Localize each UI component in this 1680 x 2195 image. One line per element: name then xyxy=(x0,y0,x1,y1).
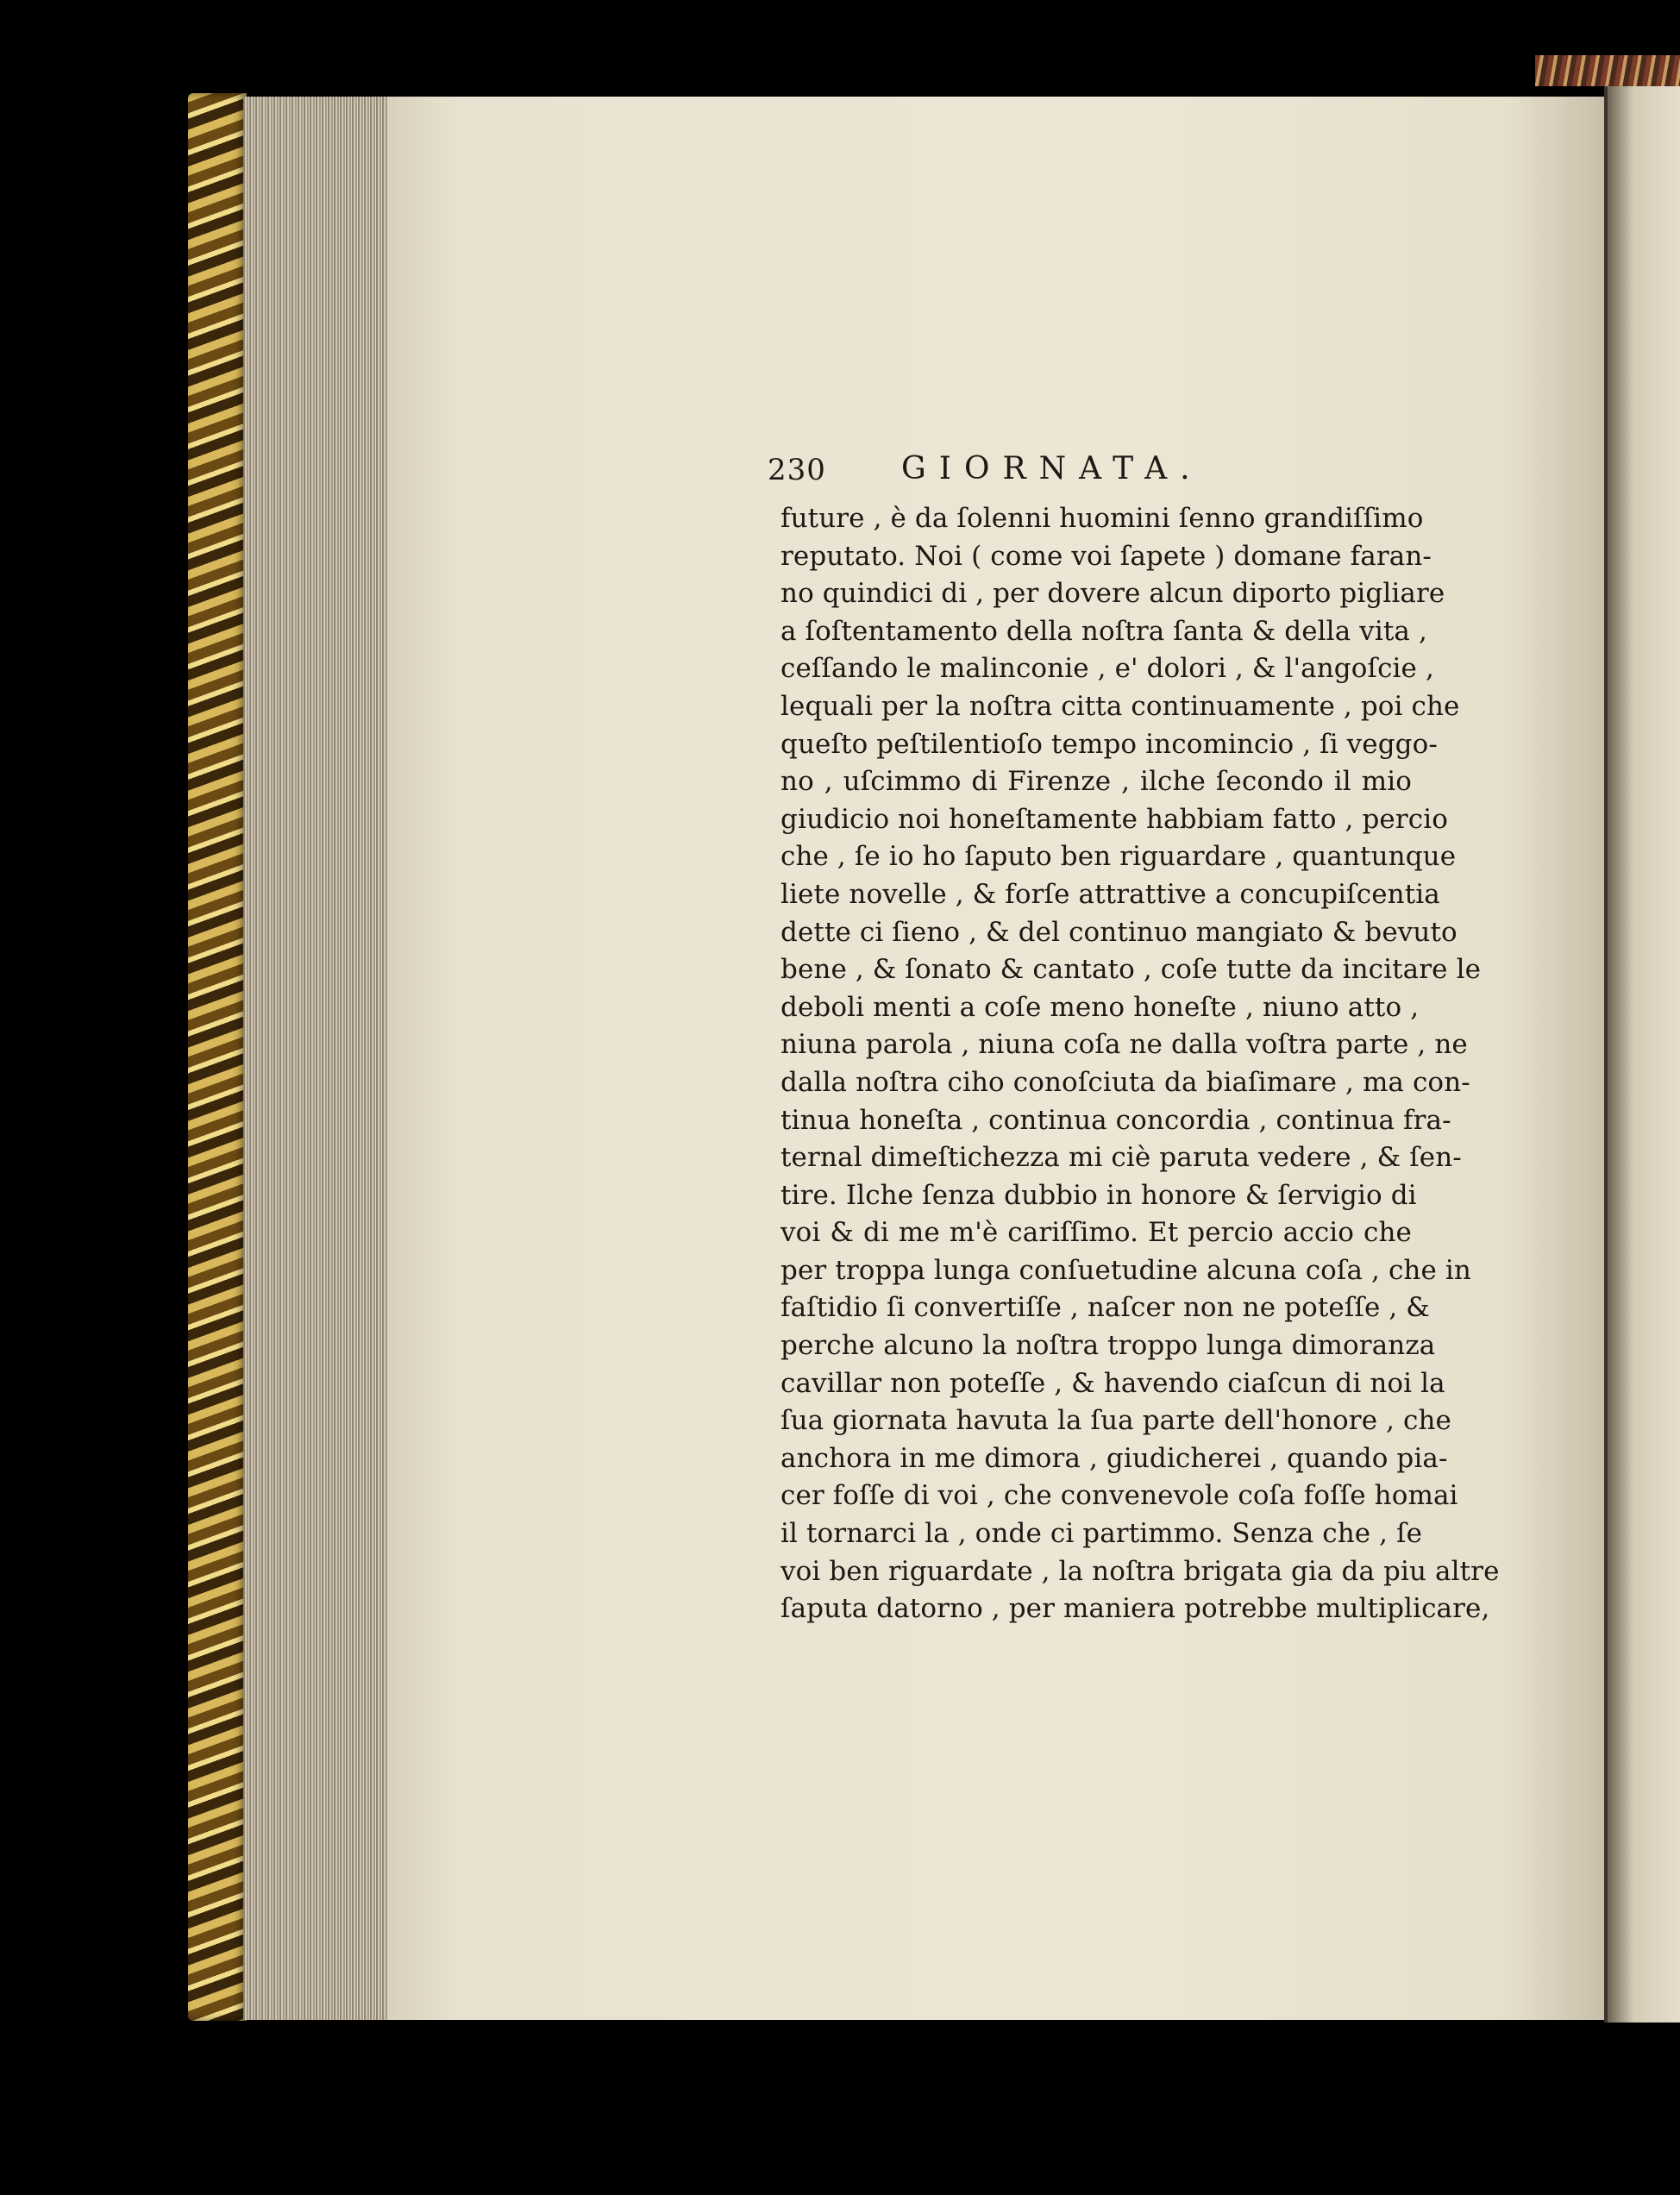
book-cover-edge xyxy=(1535,55,1680,86)
text-line: deboli menti a coſe meno honeſte , niuno atto , xyxy=(780,991,1420,1023)
text-line: ceſſando le malinconie , e' dolori , & l'angoſcie , xyxy=(780,653,1434,685)
page-number: 230 xyxy=(768,453,826,487)
text-line: liete novelle , & forſe attrattive a concupiſcentia xyxy=(780,878,1440,910)
text-line: ſua giornata havuta la ſua parte dell'honore , che xyxy=(780,1405,1452,1437)
facing-page xyxy=(1604,86,1680,2023)
text-line: che , ſe io ho ſaputo ben riguardare , quantunque xyxy=(780,841,1457,873)
text-line: tire. Ilche ſenza dubbio in honore & ſervigio di xyxy=(780,1179,1417,1211)
text-line: niuna parola , niuna coſa ne dalla voſtra parte , ne xyxy=(780,1029,1468,1061)
text-line: no quindici di , per dovere alcun diporto pigliare xyxy=(780,578,1445,610)
text-line: no , uſcimmo di Firenze , ilche ſecondo il mio xyxy=(780,766,1412,798)
text-line: future , è da ſolenni huomini ſenno grandiſſimo xyxy=(780,503,1424,534)
text-line: ſaputa datorno , per maniera potrebbe multiplicare, xyxy=(780,1593,1490,1625)
running-head: GIORNATA. xyxy=(901,451,1203,486)
text-line: faſtidio ſi convertiſſe , naſcer non ne poteſſe , & xyxy=(780,1292,1430,1324)
text-line: reputato. Noi ( come voi ſapete ) domane faran- xyxy=(780,540,1432,572)
body-text xyxy=(780,500,1500,1628)
text-line: bene , & ſonato & cantato , coſe tutte da incitare le xyxy=(780,954,1482,986)
text-line: anchora in me dimora , giudicherei , quando pia- xyxy=(780,1442,1448,1474)
text-line: per troppa lunga conſuetudine alcuna coſa , che in xyxy=(780,1254,1471,1286)
page-edges xyxy=(243,97,392,2020)
text-line: a ſoſtentamento della noſtra ſanta & della vita , xyxy=(780,615,1427,647)
book-spine xyxy=(188,93,247,2021)
text-line: cer foſſe di voi , che convenevole coſa foſſe homai xyxy=(780,1480,1458,1512)
text-line: perche alcuno la noſtra troppo lunga dimoranza xyxy=(780,1330,1436,1362)
text-line: voi & di me m'è cariſſimo. Et percio accio che xyxy=(780,1217,1412,1249)
text-line: lequali per la noſtra citta continuamente , poi che xyxy=(780,690,1460,722)
text-line: queſto peſtilentioſo tempo incomincio , ſi veggo- xyxy=(780,728,1438,760)
text-line: giudicio noi honeſtamente habbiam fatto , percio xyxy=(780,803,1449,835)
text-line: tinua honeſta , continua concordia , continua fra- xyxy=(780,1104,1451,1136)
text-line: ternal dimeſtichezza mi ciè paruta vedere , & ſen- xyxy=(780,1142,1462,1174)
text-line: dette ci ſieno , & del continuo mangiato & bevuto xyxy=(780,916,1457,948)
text-line: voi ben riguardate , la noſtra brigata gia da piu altre xyxy=(780,1555,1500,1587)
text-line: il tornarci la , onde ci partimmo. Senza che , ſe xyxy=(780,1518,1423,1550)
text-line: cavillar non poteſſe , & havendo ciaſcun di noi la xyxy=(780,1367,1445,1399)
text-line: dalla noſtra ciho conoſciuta da biaſimare , ma con- xyxy=(780,1066,1470,1098)
